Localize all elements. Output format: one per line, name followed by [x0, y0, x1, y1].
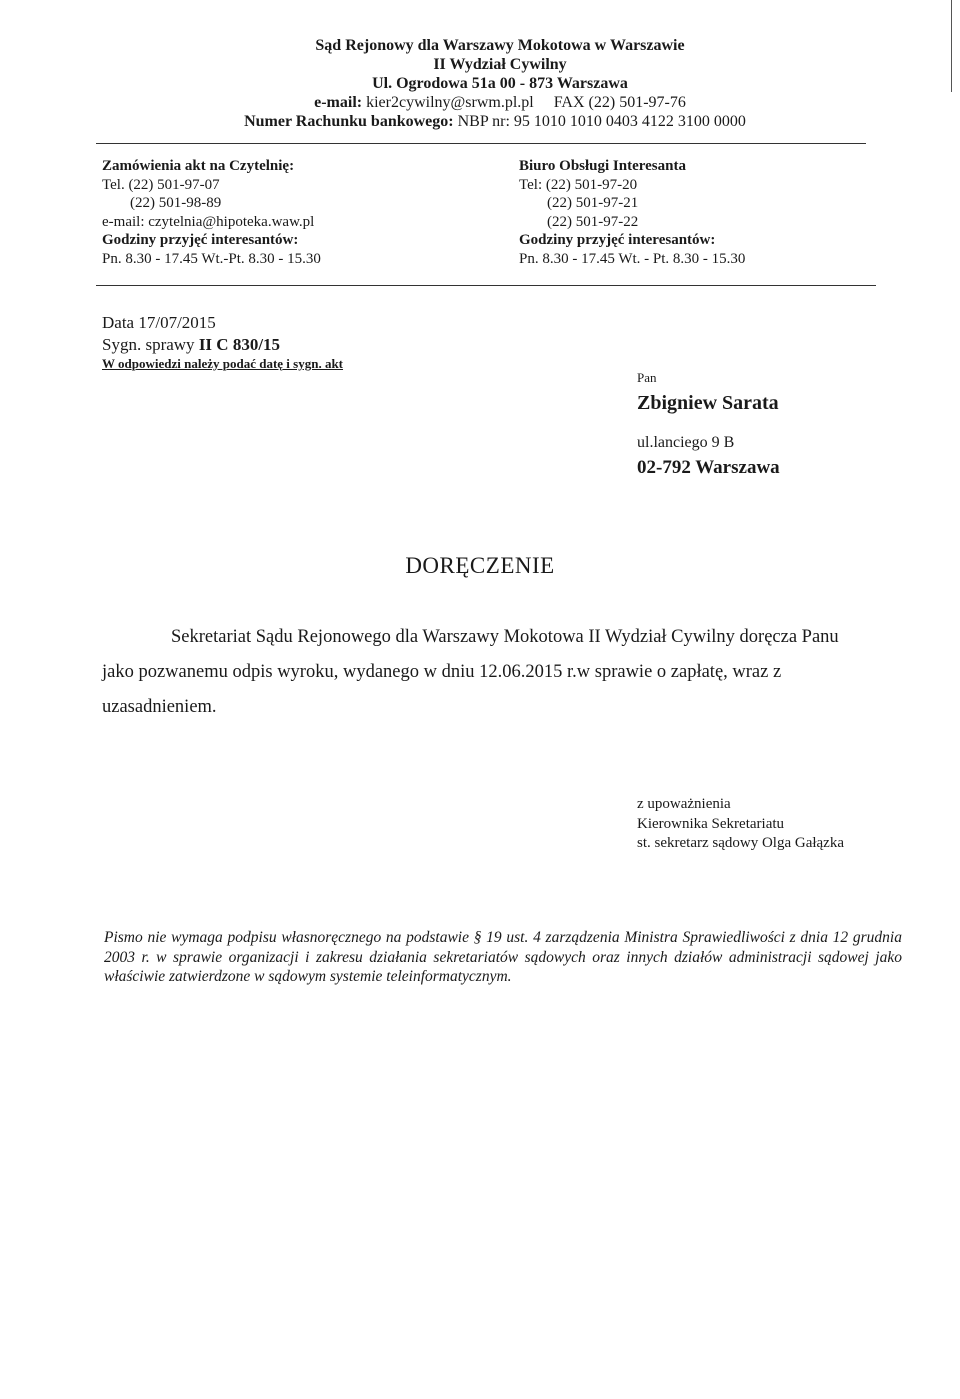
reading-room-hours: Pn. 8.30 - 17.45 Wt.-Pt. 8.30 - 15.30 [102, 250, 321, 267]
reading-room-email[interactable]: e-mail: czytelnia@hipoteka.waw.pl [102, 213, 315, 230]
body-line-1: Sekretariat Sądu Rejonowego dla Warszawy Mokotowa II Wydział Cywilny doręcza Panu [171, 627, 839, 647]
page-edge-mark [951, 0, 952, 92]
bank-account-number: NBP nr: 95 1010 1010 0403 4122 3100 0000 [457, 113, 746, 130]
signature-line-2: Kierownika Sekretariatu [637, 815, 785, 832]
footer-legal-note: Pismo nie wymaga podpisu własnoręcznego na podstawie § 19 ust. 4 zarządzenia Ministra Sprawiedliwości z dnia 12 grudnia 2003 r. w sprawie organizacji i zakresu działania sekretariatów sądowych oraz innych działów administracji sądowej jako właściwie zatwierdzone w sądowym systemie teleinformatycznym. [104, 929, 902, 985]
reading-room-tel1: Tel. (22) 501-97-07 [102, 176, 220, 193]
document-date: Data 17/07/2015 [102, 313, 216, 332]
addressee-city: 02-792 Warszawa [637, 457, 780, 478]
addressee-block [637, 370, 780, 480]
signature-line-1: z upoważnienia [637, 796, 731, 812]
case-label: Sygn. sprawy [102, 335, 195, 354]
signature-block [637, 795, 844, 854]
service-office-tel3: (22) 501-97-22 [547, 213, 639, 230]
reply-note: W odpowiedzi należy podać datę i sygn. akt [102, 356, 344, 371]
service-office-tel1: Tel: (22) 501-97-20 [519, 176, 638, 193]
signature-line-3: st. sekretarz sądowy Olga Gałązka [637, 835, 844, 851]
court-name: Sąd Rejonowy dla Warszawy Mokotowa w Warszawie [315, 37, 685, 54]
body-line-3: uzasadnieniem. [102, 697, 217, 717]
body-line-2: jako pozwanemu odpis wyroku, wydanego w dniu 12.06.2015 r.w sprawie o zapłatę, wraz z [102, 662, 782, 682]
reading-room-hours-label: Godziny przyjęć interesantów: [102, 232, 299, 248]
court-contact [0, 93, 960, 112]
case-reference [102, 334, 343, 356]
header-divider-bottom [96, 285, 876, 286]
service-office-title: Biuro Obsługi Interesanta [519, 158, 686, 174]
court-division: II Wydział Cywilny [433, 56, 567, 73]
addressee-name: Zbigniew Sarata [637, 392, 779, 414]
court-address: Ul. Ogrodowa 51a 00 - 873 Warszawa [372, 75, 628, 92]
document-body [102, 620, 902, 725]
reading-room-title: Zamówienia akt na Czytelnię: [102, 158, 295, 174]
bank-account-label: Numer Rachunku bankowego: [244, 113, 454, 130]
reading-room-tel2: (22) 501-98-89 [130, 195, 222, 211]
court-fax: FAX (22) 501-97-76 [553, 94, 686, 111]
service-office-tel2: (22) 501-97-21 [547, 195, 639, 211]
document-title: DORĘCZENIE [405, 553, 555, 578]
service-office-hours-label: Godziny przyjęć interesantów: [519, 232, 716, 248]
court-header [0, 36, 960, 131]
service-office-hours: Pn. 8.30 - 17.45 Wt. - Pt. 8.30 - 15.30 [519, 250, 746, 267]
case-number: II C 830/15 [198, 335, 281, 354]
document-meta [102, 312, 343, 372]
court-email[interactable]: kier2cywilny@srwm.pl.pl [366, 94, 534, 111]
header-divider-top [96, 143, 866, 144]
addressee-salutation: Pan [637, 370, 657, 385]
reading-room-block [102, 157, 321, 268]
service-office-block [519, 157, 745, 268]
bank-account [0, 112, 960, 131]
email-label: e-mail: [314, 94, 363, 111]
addressee-street: ul.lanciego 9 B [637, 434, 735, 451]
